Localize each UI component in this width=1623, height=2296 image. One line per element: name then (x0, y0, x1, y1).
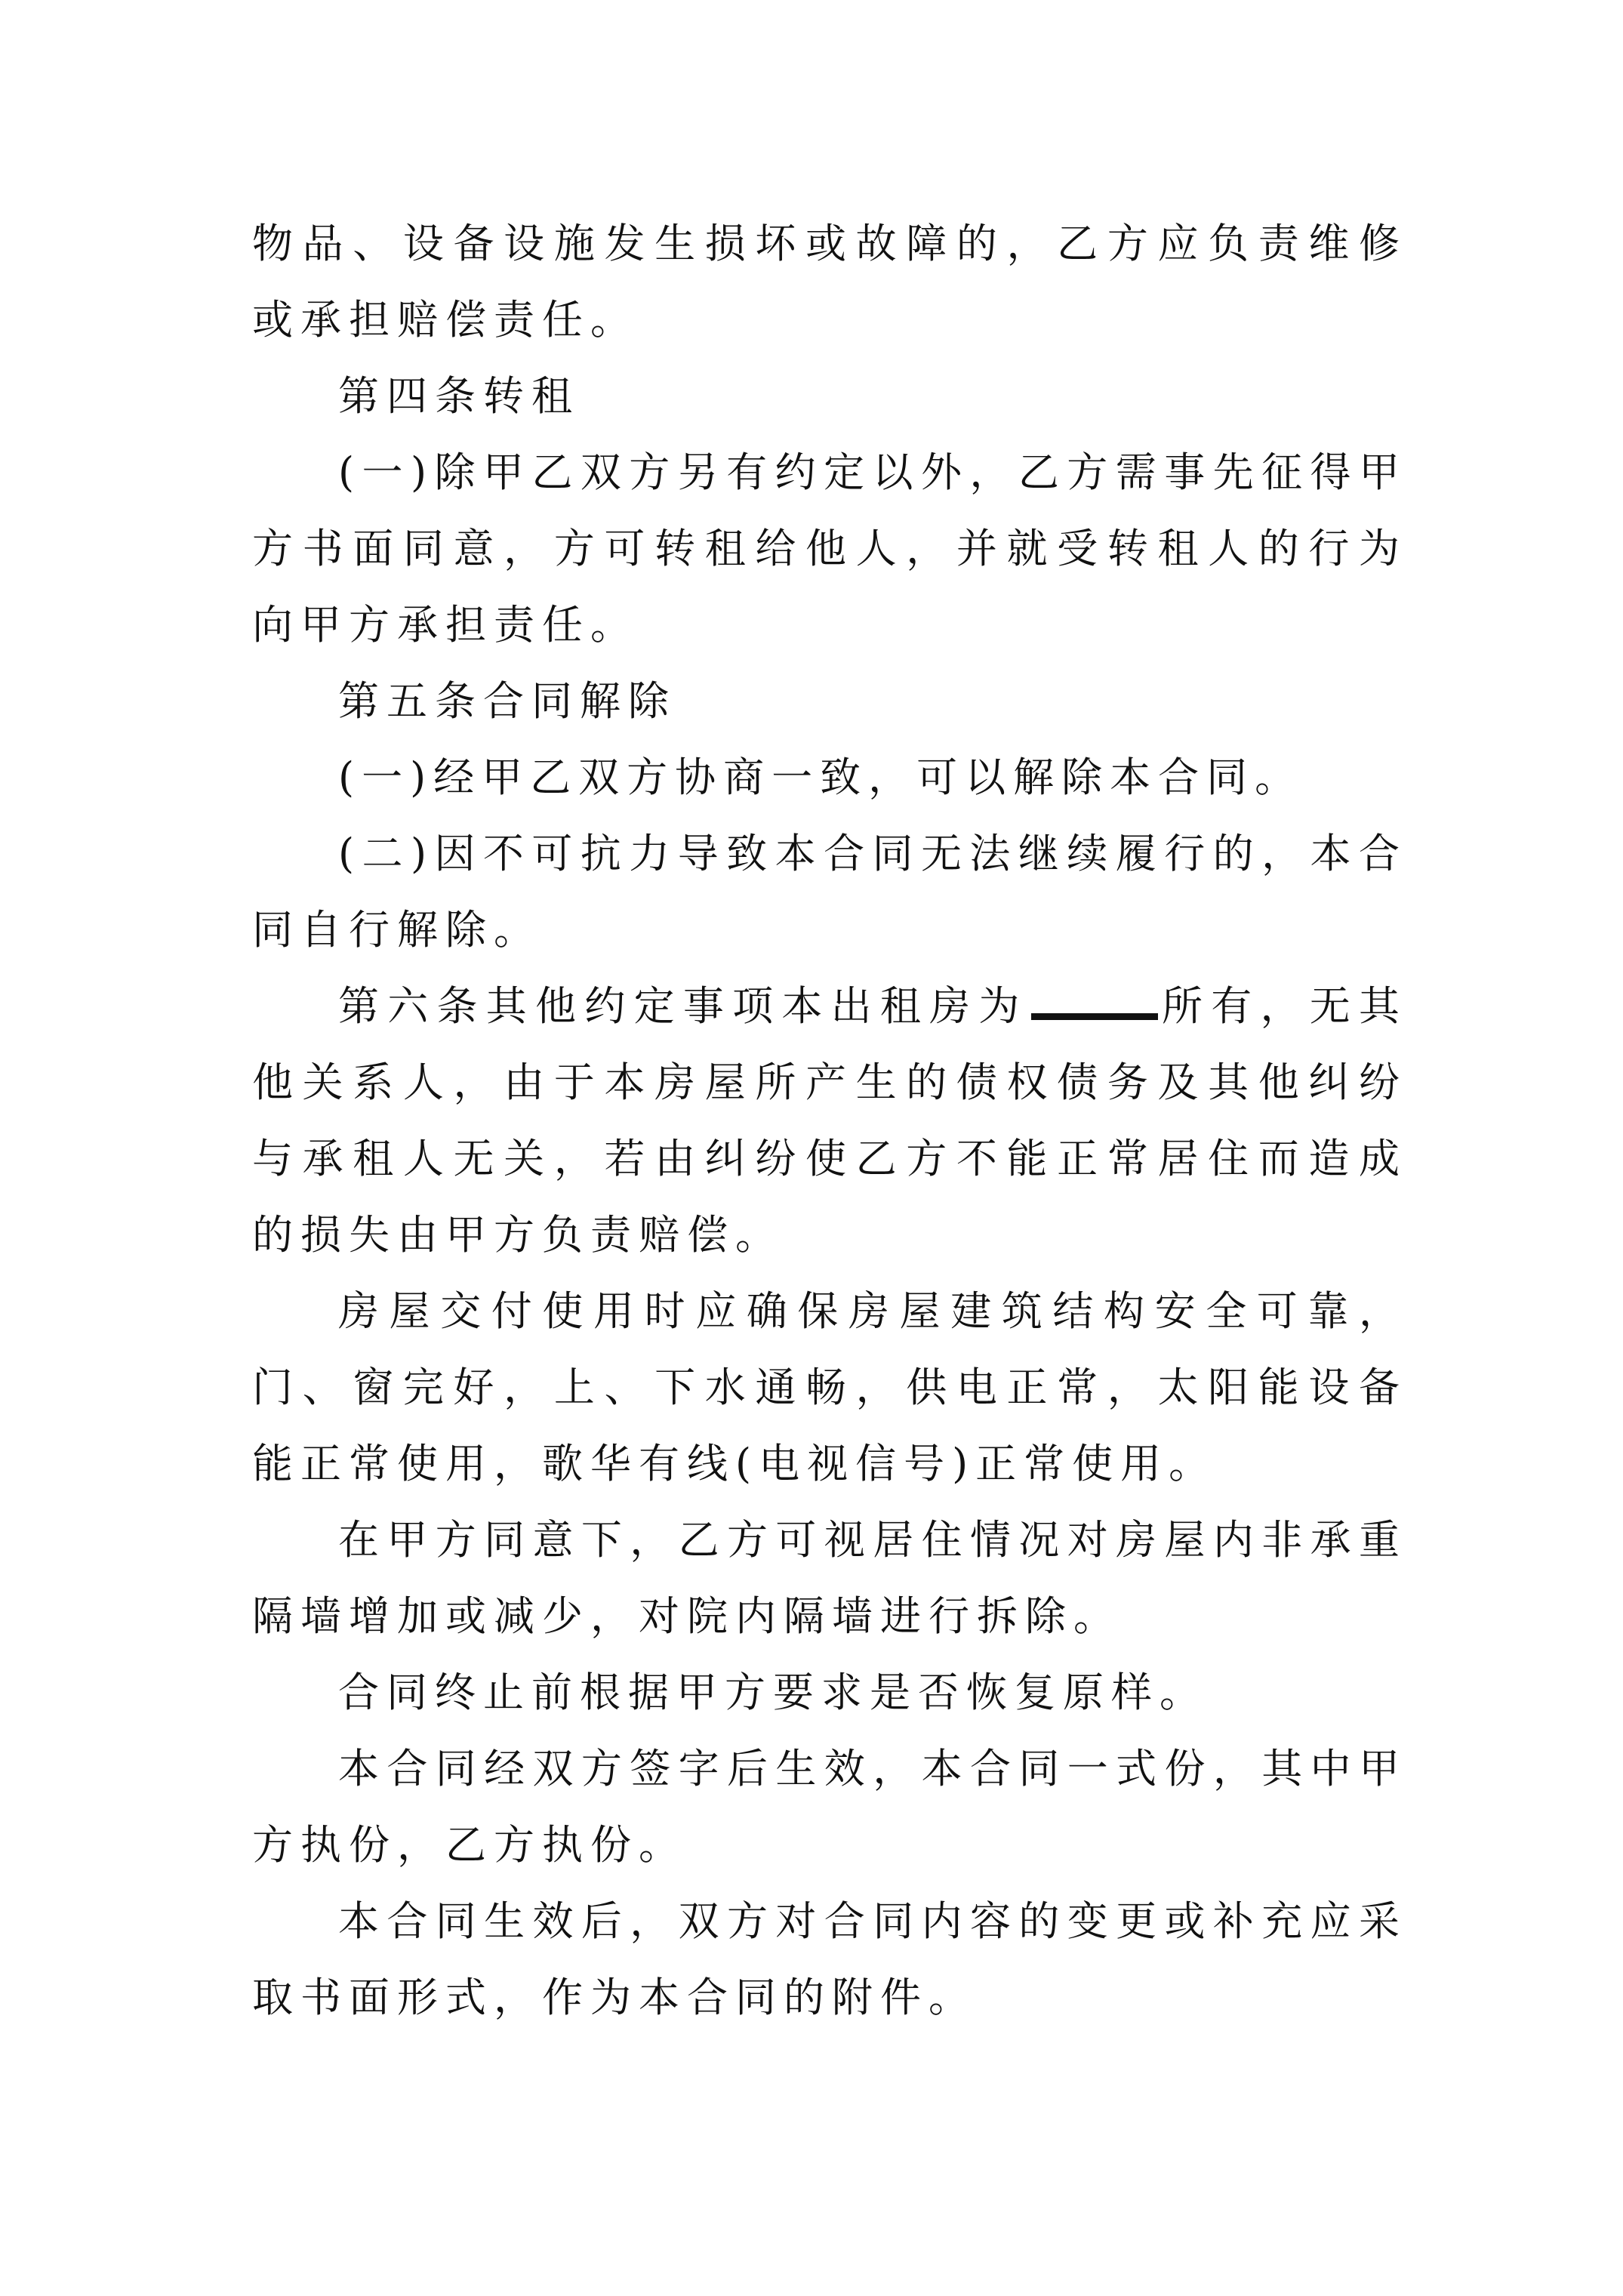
paragraph-force-majeure: (二)因不可抗力导致本合同无法继续履行的，本合同自行解除。 (252, 830, 1407, 954)
heading-article-four-sublease: 第四条转租 (338, 372, 580, 420)
paragraph-handover-condition: 房屋交付使用时应确保房屋建筑结构安全可靠，门、窗完好，上、下水通畅，供电正常，太阳能设备能正常使用，歌华有线(电视信号)正常使用。 (252, 1287, 1407, 1487)
paragraph-amendment-form: 本合同生效后，双方对合同内容的变更或补充应采取书面形式，作为本合同的附件。 (252, 1897, 1407, 2021)
heading-article-five-termination: 第五条合同解除 (338, 677, 676, 725)
paragraph-restore-original: 合同终止前根据甲方要求是否恢复原样。 (338, 1669, 1208, 1716)
paragraph-sublease-consent: (一)除甲乙双方另有约定以外，乙方需事先征得甲方书面同意，方可转租给他人，并就受转租人的行为向甲方承担责任。 (252, 448, 1407, 649)
paragraph-mutual-termination: (一)经甲乙双方协商一致，可以解除本合同。 (338, 754, 1304, 801)
owner-blank-line (1031, 1007, 1158, 1020)
paragraph-wall-modification: 在甲方同意下，乙方可视居住情况对房屋内非承重隔墙增加或减少，对院内隔墙进行拆除。 (252, 1516, 1407, 1640)
ownership-text-after: 所有，无其他关系人，由于本房屋所产生的债权债务及其他纠纷与承租人无关，若由纠纷使乙方不能正常居住而造成的损失由甲方负责赔偿。 (252, 982, 1408, 1259)
paragraph-contract-effect: 本合同经双方签字后生效，本合同一式份，其中甲方执份，乙方执份。 (252, 1745, 1407, 1869)
document-body (252, 205, 1407, 2036)
ownership-text-before: 第六条其他约定事项本出租房为 (338, 982, 1028, 1030)
paragraph-article-six-ownership (252, 968, 1407, 1273)
paragraph-damage-liability: 物品、设备设施发生损坏或故障的，乙方应负责维修或承担赔偿责任。 (252, 220, 1407, 344)
